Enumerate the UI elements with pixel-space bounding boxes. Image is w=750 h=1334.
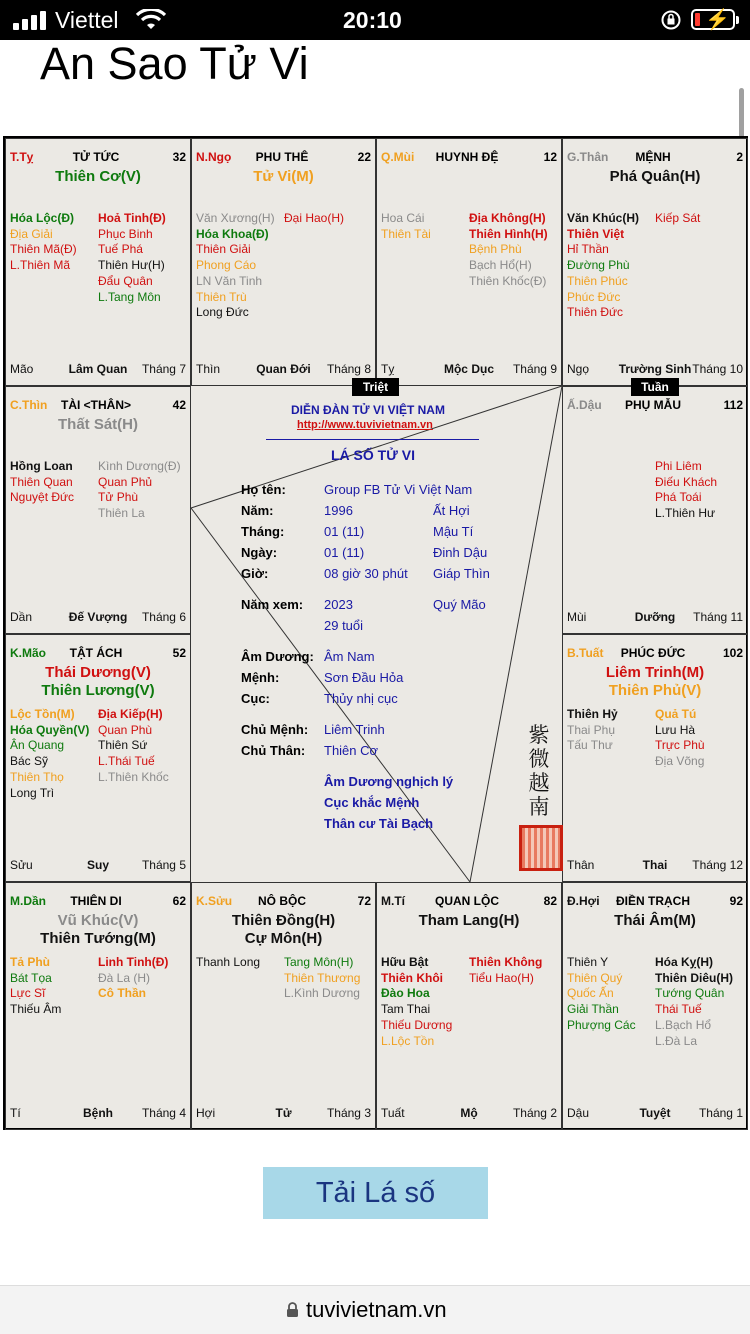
minor-stars-right [655, 459, 717, 522]
palace-stage: Đế Vượng [68, 610, 128, 624]
minor-star: Thiên Đức [567, 305, 624, 320]
minor-star: Tam Thai [381, 1002, 431, 1017]
info-row-4-value: 08 giờ 30 phút [324, 566, 408, 581]
minor-star: Hóa Quyền(V) [10, 722, 90, 737]
minor-stars-right [469, 211, 548, 290]
palace-dau[interactable] [562, 386, 748, 634]
clock: 20:10 [343, 7, 402, 33]
minor-star: Tấu Thư [567, 738, 613, 753]
minor-stars-left [196, 211, 275, 321]
minor-star: Phục Binh [98, 226, 153, 241]
palace-month: Tháng 12 [692, 858, 743, 872]
minor-star: Thiên Y [567, 955, 609, 969]
minor-stars-left [10, 211, 77, 274]
minor-stars-right [98, 955, 168, 1002]
horoscope-chart [3, 136, 748, 1130]
destiny-row-0-label: Âm Dương: [241, 649, 314, 664]
palace-month: Tháng 6 [141, 610, 186, 624]
minor-star: Phúc Đức [567, 289, 621, 304]
palace-month: Tháng 7 [141, 362, 186, 376]
minor-stars-left [10, 955, 61, 1018]
minor-star: Hữu Bật [381, 955, 429, 969]
palace-age: 32 [172, 150, 186, 164]
minor-star: Thiên Diêu(H) [655, 970, 733, 985]
minor-star: Văn Khúc(H) [567, 211, 639, 225]
minor-star: Hỉ Thần [567, 242, 609, 257]
palace-month: Tháng 9 [512, 362, 557, 376]
minor-star: Văn Xương(H) [196, 211, 275, 225]
minor-stars-left [10, 707, 89, 801]
view-year-extra: Quý Mão [433, 597, 486, 612]
minor-star: Bát Tọa [10, 970, 52, 985]
minor-star: Bạch Hổ(H) [469, 258, 532, 273]
info-row-1-extra: Ất Hợi [433, 503, 470, 518]
palace-mui[interactable] [376, 138, 562, 386]
minor-star: Thiên Hình(H) [469, 226, 548, 241]
minor-star: Tiểu Hao(H) [469, 970, 534, 985]
palace-stage-branch: Tí [10, 1106, 21, 1120]
palace-stage-branch: Hợi [196, 1106, 216, 1120]
minor-stars-right [98, 459, 181, 522]
chart-center [191, 385, 562, 882]
minor-star: Thiên Mã(Đ) [10, 242, 77, 257]
carrier-label: Viettel [55, 7, 119, 33]
minor-stars-left [567, 211, 639, 321]
palace-tuat[interactable] [562, 634, 748, 882]
palace-ti[interactable] [376, 882, 562, 1130]
palace-age: 112 [723, 398, 743, 412]
minor-star: Lực Sĩ [10, 986, 46, 1001]
minor-star: Giải Thần [567, 1002, 619, 1017]
palace-stage: Tử [275, 1106, 292, 1120]
rotation-lock-icon [660, 9, 682, 31]
url-text: tuvivietnam.vn [306, 1297, 447, 1322]
palace-name: PHU THÊ [255, 150, 309, 164]
palace-branch: K.Sửu [196, 894, 233, 908]
minor-star: Lưu Hà [655, 722, 696, 737]
minor-star: Quan Phủ [98, 474, 153, 489]
main-star: Liêm Trinh(M) [605, 664, 705, 681]
main-star: Cự Môn(H) [244, 930, 323, 947]
palace-branch: B.Tuất [567, 646, 604, 660]
minor-star: L.Thiên Mã [10, 258, 71, 273]
main-star: Thiên Lương(V) [41, 682, 155, 699]
minor-star: Phi Liêm [655, 459, 702, 473]
palace-stage-branch: Sửu [10, 858, 33, 872]
info-row-1-value: 1996 [324, 503, 353, 518]
minor-star: Thiên Hư(H) [98, 258, 165, 273]
ruler-row-0-label: Chủ Mệnh: [241, 722, 309, 737]
seal-char: 南 [528, 795, 550, 819]
palace-branch: C.Thìn [10, 398, 48, 412]
seal [519, 723, 559, 871]
note-0: Âm Dương nghịch lý [324, 774, 454, 789]
info-row-3-label: Ngày: [241, 545, 278, 560]
palace-stage-branch: Mùi [567, 610, 587, 624]
palace-stage: Bệnh [83, 1106, 113, 1120]
palace-branch: T.Tỵ [10, 150, 34, 164]
main-star: Tham Lang(H) [418, 912, 520, 929]
minor-star: L.Bạch Hổ [655, 1017, 712, 1032]
palace-branch: M.Dần [10, 894, 46, 908]
palace-stage: Mộc Dục [443, 362, 494, 376]
minor-star: Thiên Quý [567, 970, 623, 985]
minor-stars-right [98, 707, 169, 786]
forum-name: DIỄN ĐÀN TỬ VI VIỆT NAM [291, 403, 445, 417]
palace-age: 82 [543, 894, 557, 908]
minor-stars-right [655, 707, 705, 770]
wifi-icon [136, 9, 166, 31]
palace-name: PHỤ MẪU [625, 398, 681, 412]
tuan-marker: Tuần [631, 378, 679, 396]
info-row-2-extra: Mậu Tí [433, 524, 474, 539]
note-2: Thân cư Tài Bạch [324, 816, 434, 831]
minor-star: L.Thái Tuế [98, 754, 155, 769]
seal-char: 越 [528, 771, 550, 795]
palace-stage: Lâm Quan [68, 362, 128, 376]
palace-stage: Mộ [460, 1106, 478, 1120]
minor-stars-left [567, 955, 636, 1034]
palace-month: Tháng 5 [141, 858, 186, 872]
minor-stars-right [469, 955, 542, 986]
minor-star: Trực Phù [655, 738, 705, 753]
triet-marker: Triệt [352, 378, 399, 396]
minor-star: Địa Không(H) [469, 211, 546, 225]
palace-stage-branch: Ngọ [567, 362, 590, 376]
minor-stars-right [655, 211, 700, 227]
minor-star: Phượng Các [567, 1017, 636, 1032]
minor-stars-left [381, 955, 452, 1049]
minor-stars-left [10, 459, 74, 506]
minor-star: L.Đà La [655, 1033, 698, 1048]
palace-branch: K.Mão [10, 646, 46, 660]
minor-star: Đào Hoa [381, 986, 430, 1001]
minor-star: Nguyệt Đức [10, 490, 75, 505]
main-stars [377, 912, 561, 930]
page-title: An Sao Tử Vi [40, 38, 309, 89]
main-star: Thất Sát(H) [58, 416, 138, 433]
download-chart-button[interactable]: Tải Lá số [263, 1167, 488, 1219]
minor-star: Thiên Khôi [381, 970, 443, 985]
destiny-row-0-value: Âm Nam [324, 649, 375, 664]
battery-icon: ⚡ [691, 9, 735, 30]
palace-age: 72 [357, 894, 371, 908]
main-star: Thái Dương(V) [45, 664, 151, 681]
palace-age: 102 [722, 646, 743, 660]
minor-star: Đại Hao(H) [284, 211, 345, 225]
minor-star: Quốc Ấn [567, 986, 614, 1001]
palace-month: Tháng 8 [326, 362, 371, 376]
main-stars [6, 912, 190, 948]
main-star: Phá Quân(H) [609, 168, 701, 185]
info-row-0-value: Group FB Tử Vi Việt Nam [324, 482, 473, 497]
minor-star: Hồng Loan [10, 459, 73, 473]
palace-branch: G.Thân [567, 150, 609, 164]
info-row-3-value: 01 (11) [324, 545, 365, 560]
palace-name: MỆNH [635, 150, 671, 164]
palace-month: Tháng 10 [692, 362, 743, 376]
minor-star: Thiên Sứ [98, 738, 148, 753]
minor-star: Thái Tuế [655, 1002, 702, 1017]
seal-char: 紫 [528, 723, 550, 747]
minor-stars-right [98, 211, 166, 305]
palace-stage-branch: Thân [567, 858, 595, 872]
main-stars [563, 912, 747, 930]
minor-star: Thiên Việt [567, 226, 625, 241]
view-year-label: Năm xem: [241, 597, 304, 612]
palace-name: TÀI <THÂN> [60, 398, 131, 412]
destiny-row-2-label: Cục: [241, 691, 270, 706]
palace-branch: Đ.Hợi [567, 894, 600, 908]
palace-stage: Suy [86, 858, 109, 872]
minor-star: Long Trì [10, 785, 55, 800]
palace-branch: Ấ.Dậu [567, 398, 602, 412]
minor-star: Tả Phù [10, 955, 51, 969]
palace-name: TỬ TỨC [72, 150, 120, 164]
palace-name: NÔ BỘC [258, 894, 306, 908]
main-stars [192, 912, 375, 948]
palace-stage: Quan Đới [256, 362, 311, 376]
palace-age: 42 [172, 398, 186, 412]
minor-star: Bệnh Phù [469, 242, 522, 257]
minor-star: Thiên Khốc(Đ) [469, 273, 547, 288]
main-stars [6, 168, 190, 186]
minor-star: Địa Võng [655, 754, 705, 769]
palace-stage: Dưỡng [634, 610, 676, 624]
minor-star: Điếu Khách [655, 474, 718, 489]
palace-ty[interactable] [5, 138, 191, 386]
minor-star: Thiên Phúc [567, 273, 628, 288]
destiny-row-1-label: Mệnh: [241, 670, 280, 685]
palace-mao[interactable] [5, 634, 191, 882]
note-1: Cục khắc Mệnh [324, 795, 420, 810]
palace-name: THIÊN DI [70, 894, 122, 908]
minor-star: Cô Thần [98, 986, 146, 1001]
minor-star: Hóa Kỵ(H) [655, 955, 714, 969]
palace-age: 52 [172, 646, 186, 660]
minor-star: Đà La (H) [98, 970, 151, 985]
palace-age: 12 [543, 150, 557, 164]
palace-month: Tháng 1 [698, 1106, 743, 1120]
main-star: Thiên Tướng(M) [40, 930, 156, 947]
minor-star: Quan Phù [98, 722, 153, 737]
site-link[interactable]: http://www.tuvivietnam.vn [297, 419, 433, 431]
palace-age: 62 [172, 894, 186, 908]
minor-star: Thiên Trù [196, 289, 247, 304]
minor-stars-right [284, 955, 360, 1002]
minor-star: L.Lộc Tồn [381, 1033, 435, 1048]
ruler-row-1-value: Thiên Cơ [324, 743, 379, 758]
age-value: 29 tuổi [324, 618, 364, 633]
minor-star: Tuế Phá [98, 242, 143, 257]
minor-star: Hoa Cái [381, 211, 425, 225]
minor-star: Thiên Không [469, 955, 543, 969]
ruler-row-0-value: Liêm Trinh [324, 722, 385, 737]
palace-age: 92 [729, 894, 743, 908]
minor-star: L.Tang Môn [98, 289, 161, 304]
palace-name: HUYNH ĐỆ [435, 150, 499, 164]
info-row-4-extra: Giáp Thìn [433, 566, 490, 581]
destiny-row-2-value: Thủy nhị cục [324, 691, 398, 706]
palace-stage-branch: Dần [10, 610, 33, 624]
center-divider [266, 439, 479, 440]
palace-month: Tháng 4 [141, 1106, 186, 1120]
minor-star: Hoả Tinh(Đ) [98, 211, 166, 225]
minor-star: Địa Kiếp(H) [98, 707, 163, 721]
palace-name: TẬT ÁCH [69, 646, 123, 660]
minor-star: Ân Quang [10, 738, 65, 753]
minor-star: Kình Dương(Đ) [98, 459, 181, 473]
main-stars [563, 168, 747, 186]
minor-star: Quả Tú [655, 707, 697, 721]
minor-star: Đường Phù [567, 258, 630, 273]
palace-dan[interactable] [5, 882, 191, 1130]
minor-star: LN Văn Tinh [196, 273, 263, 288]
palace-stage-branch: Tuất [381, 1106, 405, 1120]
main-star: Thiên Đồng(H) [231, 912, 336, 929]
minor-stars-left [196, 955, 260, 971]
palace-name: PHÚC ĐỨC [620, 646, 686, 660]
browser-url-bar[interactable] [0, 1285, 750, 1334]
minor-star: Địa Giải [10, 226, 53, 241]
minor-stars-right [655, 955, 733, 1049]
minor-star: Thiên Thọ [10, 769, 64, 784]
main-stars [6, 416, 190, 434]
palace-name: QUAN LỘC [435, 894, 499, 908]
palace-month: Tháng 3 [326, 1106, 371, 1120]
palace-branch: N.Ngọ [196, 150, 232, 164]
palace-branch: Q.Mùi [381, 150, 415, 164]
chart-heading: LÁ SỐ TỬ VI [331, 447, 415, 463]
minor-star: Thiên Hỷ [567, 707, 618, 721]
main-star: Thiên Phủ(V) [608, 682, 702, 699]
lock-icon [286, 1302, 299, 1317]
ruler-row-1-label: Chủ Thân: [241, 743, 306, 758]
info-row-3-extra: Đinh Dậu [433, 545, 488, 560]
info-row-1-label: Năm: [241, 503, 274, 518]
palace-name: ĐIỀN TRẠCH [616, 894, 690, 908]
info-row-2-value: 01 (11) [324, 524, 365, 539]
minor-star: Thai Phụ [567, 722, 616, 737]
main-stars [192, 168, 375, 186]
minor-star: Thiếu Dương [381, 1017, 453, 1032]
minor-star: L.Thiên Khốc [98, 769, 169, 784]
destiny-row-1-value: Sơn Đầu Hỏa [324, 670, 404, 685]
main-stars [6, 664, 190, 700]
minor-stars-left [381, 211, 431, 242]
minor-star: Phá Toái [655, 490, 702, 505]
main-star: Tử Vi(M) [253, 168, 314, 185]
minor-star: Đẩu Quân [98, 273, 153, 288]
minor-star: Kiếp Sát [655, 211, 701, 225]
info-row-4-label: Giờ: [241, 566, 269, 581]
minor-star: L.Kình Dương [284, 986, 360, 1001]
minor-star: Lộc Tồn(M) [10, 707, 75, 721]
minor-stars-right [284, 211, 344, 227]
minor-star: Long Đức [196, 305, 249, 320]
minor-star: Tang Môn(H) [284, 955, 354, 969]
main-stars [563, 664, 747, 700]
minor-star: Bác Sỹ [10, 754, 49, 769]
palace-stage-branch: Thìn [196, 362, 221, 376]
palace-ngo[interactable] [191, 138, 376, 386]
palace-stage: Trường Sinh [618, 362, 692, 376]
minor-stars-left [567, 707, 618, 754]
main-star: Thiên Cơ(V) [55, 168, 141, 185]
minor-star: Phong Cáo [196, 258, 257, 273]
main-star: Vũ Khúc(V) [57, 912, 139, 929]
status-bar [0, 0, 750, 40]
palace-stage-branch: Mão [10, 362, 34, 376]
signal-icon [13, 12, 49, 30]
minor-star: Thiếu Âm [10, 1002, 62, 1017]
minor-star: Hóa Lộc(Đ) [10, 211, 74, 225]
palace-suu[interactable] [191, 882, 376, 1130]
minor-star: Hóa Khoa(Đ) [196, 226, 269, 241]
info-row-0-label: Họ tên: [241, 482, 286, 497]
palace-stage: Tuyệt [639, 1106, 671, 1120]
minor-star: Thanh Long [196, 955, 261, 969]
minor-star: Thiên Thương [284, 970, 361, 985]
minor-star: Thiên Quan [10, 474, 73, 489]
view-year-value: 2023 [324, 597, 353, 612]
minor-star: Thiên La [98, 506, 145, 521]
minor-star: L.Thiên Hư [655, 506, 716, 521]
palace-thin[interactable] [5, 386, 191, 634]
palace-stage-branch: Dậu [567, 1106, 590, 1120]
palace-stage-branch: Tỵ [381, 362, 395, 376]
palace-age: 2 [736, 150, 743, 164]
palace-month: Tháng 11 [693, 610, 743, 624]
palace-month: Tháng 2 [512, 1106, 557, 1120]
info-row-2-label: Tháng: [241, 524, 285, 539]
seal-stamp-icon [519, 825, 563, 871]
palace-hoi[interactable] [562, 882, 748, 1130]
palace-age: 22 [357, 150, 371, 164]
main-star: Thái Âm(M) [614, 912, 696, 929]
minor-star: Thiên Giải [196, 242, 251, 257]
minor-star: Thiên Tài [381, 226, 431, 241]
seal-char: 微 [528, 747, 550, 771]
palace-stage: Thai [642, 858, 668, 872]
palace-branch: M.Tí [381, 894, 405, 908]
palace-than[interactable] [562, 138, 748, 386]
minor-star: Linh Tinh(Đ) [98, 955, 169, 969]
minor-star: Tử Phù [98, 490, 139, 505]
minor-star: Tướng Quân [655, 986, 725, 1001]
